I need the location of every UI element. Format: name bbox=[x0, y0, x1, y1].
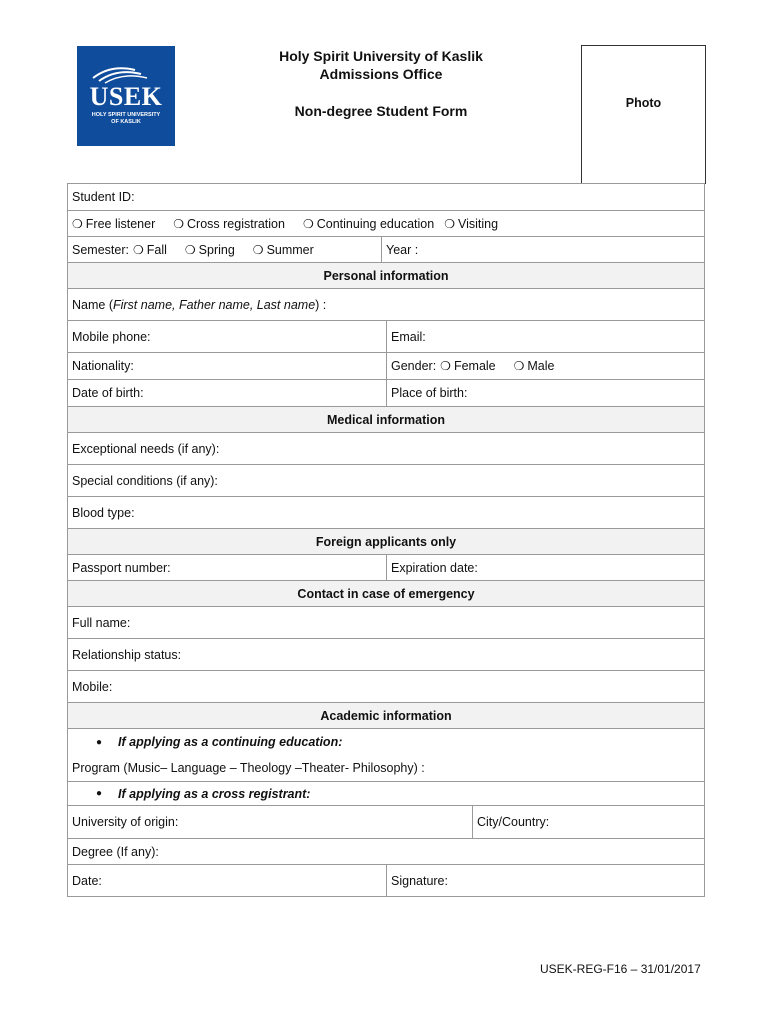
row-emergency-header bbox=[68, 581, 705, 607]
student-form bbox=[67, 183, 705, 897]
bullet-icon: ● bbox=[96, 736, 103, 748]
row-full-name bbox=[68, 607, 705, 639]
radio-male[interactable]: ❍ Male bbox=[513, 359, 555, 373]
program-field[interactable]: Program (Music– Language – Theology –Theater- Philosophy) : bbox=[72, 761, 425, 775]
relationship-status-field[interactable]: Relationship status: bbox=[68, 639, 705, 670]
row-university-origin bbox=[68, 806, 705, 839]
radio-icon: ❍ bbox=[513, 359, 525, 373]
radio-fall[interactable]: ❍ Fall bbox=[132, 242, 167, 257]
form-header bbox=[270, 47, 492, 119]
row-nationality bbox=[68, 353, 705, 380]
row-contact bbox=[68, 321, 705, 353]
row-semester bbox=[68, 237, 705, 263]
radio-icon: ❍ bbox=[444, 216, 455, 231]
radio-icon: ❍ bbox=[252, 242, 264, 257]
student-type-options bbox=[68, 211, 705, 236]
nationality-field[interactable]: Nationality: bbox=[68, 353, 387, 379]
passport-number-field[interactable]: Passport number: bbox=[68, 555, 387, 580]
radio-summer[interactable]: ❍ Summer bbox=[252, 242, 314, 257]
radio-female[interactable]: ❍ Female bbox=[440, 359, 496, 373]
usek-logo bbox=[77, 46, 175, 146]
radio-free-listener[interactable]: ❍ Free listener bbox=[72, 216, 156, 231]
row-foreign-header bbox=[68, 529, 705, 555]
form-title: Non-degree Student Form bbox=[294, 103, 468, 119]
section-emergency-contact: Contact in case of emergency bbox=[68, 581, 705, 606]
row-medical-header bbox=[68, 407, 705, 433]
row-student-type bbox=[68, 211, 705, 237]
office-name: Admissions Office bbox=[319, 66, 443, 82]
exceptional-needs-field[interactable]: Exceptional needs (if any): bbox=[68, 433, 705, 464]
row-relationship bbox=[68, 639, 705, 671]
date-field[interactable]: Date: bbox=[68, 865, 387, 896]
row-passport bbox=[68, 555, 705, 581]
cross-note: ● If applying as a cross registrant: bbox=[96, 786, 311, 801]
document-code: USEK-REG-F16 – 31/01/2017 bbox=[540, 962, 701, 976]
radio-icon: ❍ bbox=[302, 216, 314, 231]
section-foreign-applicants: Foreign applicants only bbox=[68, 529, 705, 554]
special-conditions-field[interactable]: Special conditions (if any): bbox=[68, 465, 705, 496]
photo-box[interactable] bbox=[581, 45, 706, 184]
radio-icon: ❍ bbox=[132, 242, 144, 257]
radio-icon: ❍ bbox=[184, 242, 196, 257]
row-mobile bbox=[68, 671, 705, 703]
university-name: Holy Spirit University of Kaslik bbox=[279, 48, 483, 64]
section-personal-information: Personal information bbox=[68, 263, 705, 288]
section-medical-information: Medical information bbox=[68, 407, 705, 432]
row-student-id bbox=[68, 184, 705, 211]
radio-icon: ❍ bbox=[173, 216, 185, 231]
year-field[interactable]: Year : bbox=[382, 237, 705, 262]
radio-cross-registration[interactable]: ❍ Cross registration bbox=[173, 216, 285, 231]
row-continuing bbox=[68, 729, 705, 782]
row-academic-header bbox=[68, 703, 705, 729]
logo-brand: USEK bbox=[89, 82, 163, 111]
bullet-icon: ● bbox=[96, 788, 103, 799]
row-exceptional bbox=[68, 433, 705, 465]
name-field[interactable]: Name ( First name, Father name, Last name ) : bbox=[68, 289, 705, 320]
row-personal-header bbox=[68, 263, 705, 289]
radio-visiting[interactable]: ❍ Visiting bbox=[444, 216, 499, 231]
row-date-signature bbox=[68, 865, 705, 897]
radio-continuing-education[interactable]: ❍ Continuing education bbox=[302, 216, 435, 231]
university-origin-field[interactable]: University of origin: bbox=[68, 806, 473, 838]
student-id-field[interactable]: Student ID: bbox=[68, 184, 705, 210]
place-of-birth-field[interactable]: Place of birth: bbox=[387, 380, 705, 406]
degree-field[interactable]: Degree (If any): bbox=[68, 839, 705, 864]
row-cross-note bbox=[68, 782, 705, 806]
signature-field[interactable]: Signature: bbox=[387, 865, 705, 896]
logo-subtitle: HOLY SPIRIT UNIVERSITY OF KASLIK bbox=[91, 112, 161, 125]
row-birth bbox=[68, 380, 705, 407]
emergency-mobile-field[interactable]: Mobile: bbox=[68, 671, 705, 702]
email-field[interactable]: Email: bbox=[387, 321, 705, 352]
row-degree bbox=[68, 839, 705, 865]
date-of-birth-field[interactable]: Date of birth: bbox=[68, 380, 387, 406]
radio-icon: ❍ bbox=[440, 359, 451, 373]
photo-label: Photo bbox=[625, 96, 662, 110]
section-academic-information: Academic information bbox=[68, 703, 705, 728]
gender-options: Gender: ❍ Female ❍ Male bbox=[387, 353, 705, 379]
logo-swoosh-icon bbox=[91, 64, 161, 84]
semester-options: Semester: ❍ Fall ❍ Spring ❍ Summer bbox=[68, 237, 382, 262]
mobile-phone-field[interactable]: Mobile phone: bbox=[68, 321, 387, 352]
continuing-note: ● If applying as a continuing education: bbox=[96, 735, 343, 749]
blood-type-field[interactable]: Blood type: bbox=[68, 497, 705, 528]
expiration-date-field[interactable]: Expiration date: bbox=[387, 555, 705, 580]
row-special bbox=[68, 465, 705, 497]
full-name-field[interactable]: Full name: bbox=[68, 607, 705, 638]
row-blood bbox=[68, 497, 705, 529]
radio-spring[interactable]: ❍ Spring bbox=[184, 242, 235, 257]
radio-icon: ❍ bbox=[72, 216, 83, 231]
city-country-field[interactable]: City/Country: bbox=[473, 806, 705, 838]
row-name bbox=[68, 289, 705, 321]
